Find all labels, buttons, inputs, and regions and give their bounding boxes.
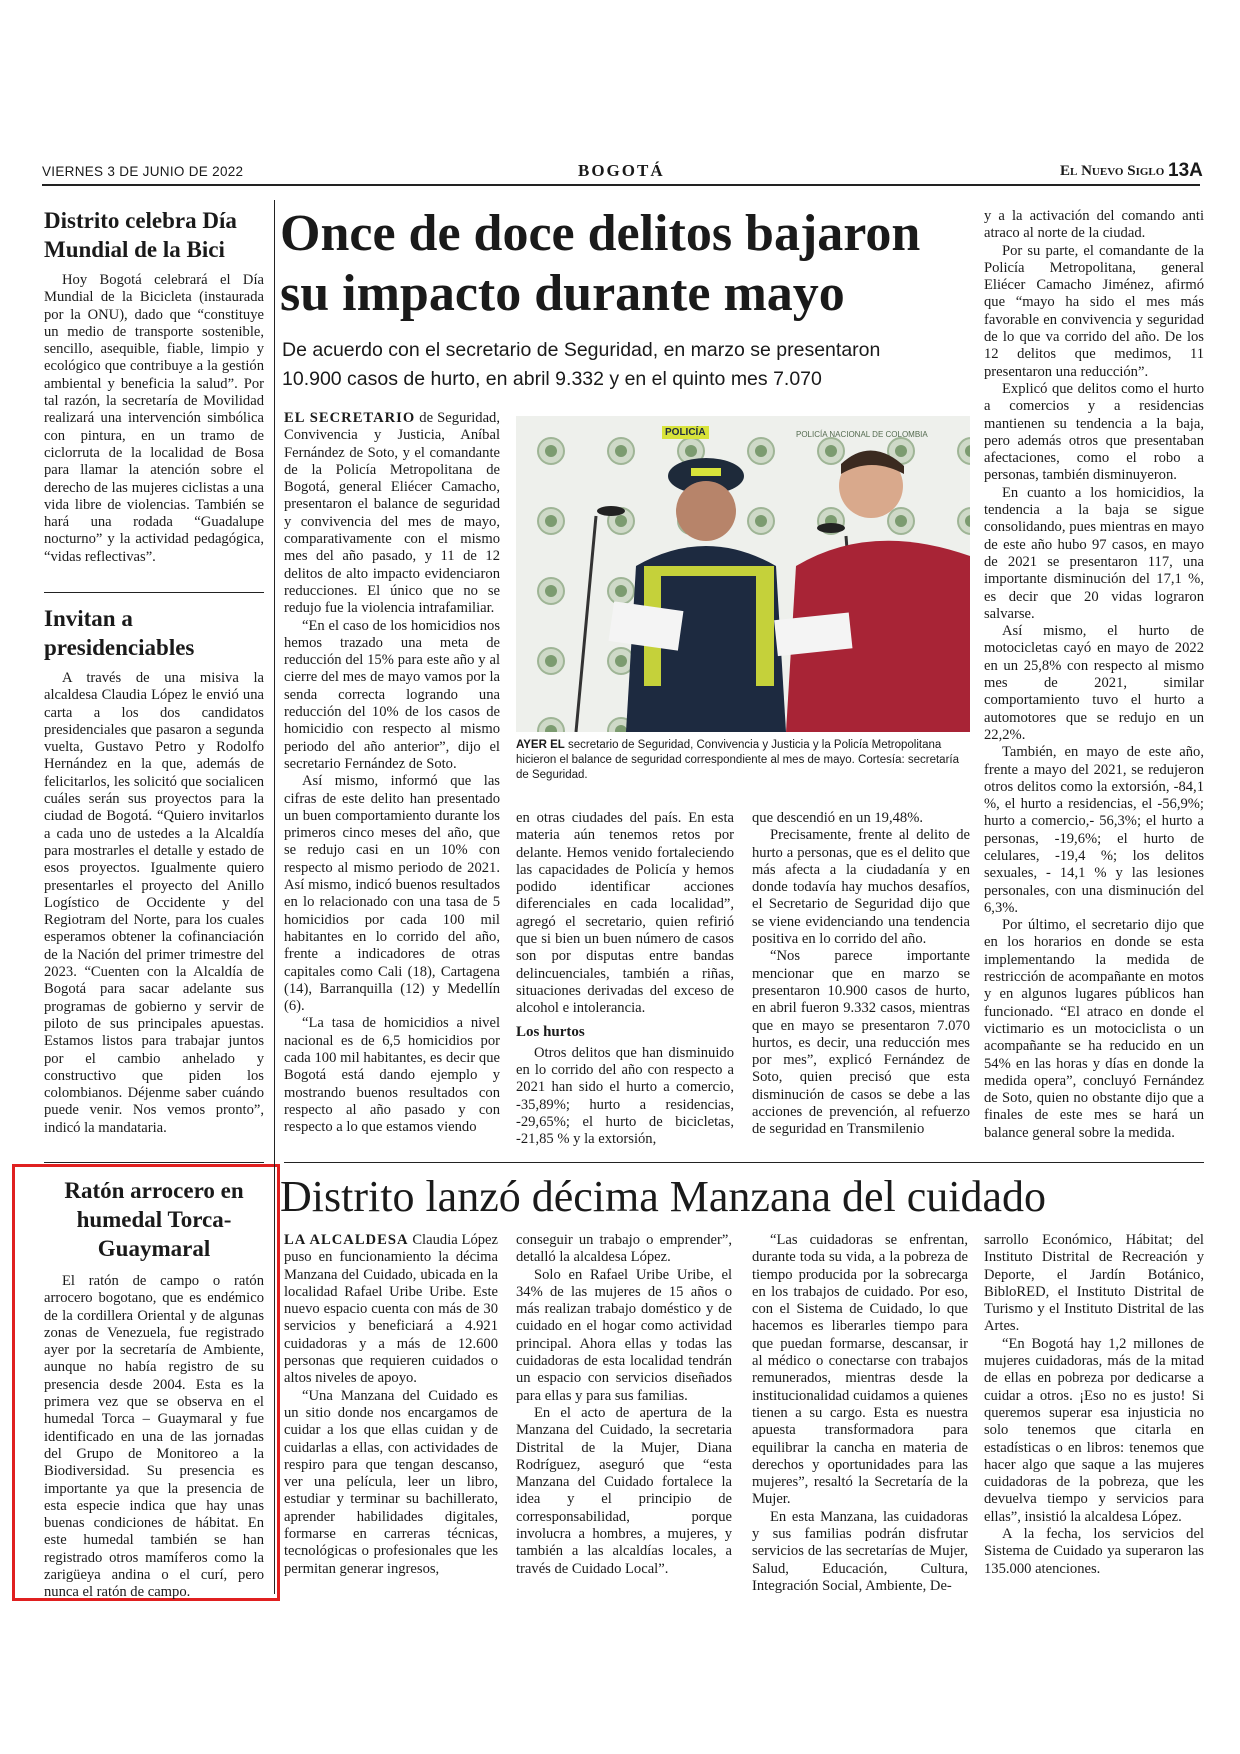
main-col4-p2: Por su parte, el comandante de la Policía Metropolitana, general Eliécer Camacho Jiménez, afirmó que “mayo ha sido el mes más favorable en convivencia y seguridad de lo que va corrido del año. De los 12 delitos que medimos, 11 presentaron una reducción”.: [984, 242, 1204, 380]
side-item-raton: [44, 1176, 264, 1602]
side-title-bici: Distrito celebra Día Mundial de la Bici: [44, 208, 237, 262]
main-col4-p7: Por último, el secretario dijo que en los horarios en donde se esta implementando la medida de restricción de acompañante en motos y en algunos lugares públicos han funcionado. “El atraco en donde el victimario es un motociclista o un acompañante se ha reducido en un 54% en las horas y días en donde la medida opera”, concluyó Fernández de Soto, quien no obstante dijo que a finales de este mes se hará un balance general sobre la medida.: [984, 917, 1204, 1141]
photo-caption: AYER EL secretario de Seguridad, Convivencia y Justicia y la Policía Metropolitana hicieron el balance de seguridad correspondiente al mes de mayo. Cortesía: secretaría de Seguridad.: [516, 739, 959, 781]
main-headline: Once de doce delitos bajaron su impacto durante mayo: [280, 205, 921, 322]
second-col4-p1: sarrollo Económico, Hábitat; del Instituto Distrital de Recreación y Deporte, el Jardín Botánico, BibloRED, el Instituto Distrital de Turismo y el Instituto Distrital de las Artes.: [984, 1232, 1204, 1335]
column-rule: [274, 200, 275, 1594]
second-col4-p3: A la fecha, los servicios del Sistema de Cuidado ya superaron las 135.000 atenciones.: [984, 1526, 1204, 1577]
second-col-1: [284, 1232, 498, 1578]
main-col3-p1: que descendió en un 19,48%.: [752, 810, 924, 826]
story-divider: [284, 1162, 1204, 1163]
main-col2-p2: Otros delitos que han disminuido en lo corrido del año con respecto a 2021 han sido el hurto a comercio, -35,89%; hurto a residencias, -29,65%; el hurto de bicicletas, -21,85 % y la extorsión,: [516, 1044, 734, 1148]
header-rule: [42, 184, 1200, 186]
sidebar: [44, 206, 264, 566]
main-col2-p1: en otras ciudades del país. En esta materia aún tenemos retos por delante. Hemos venido fortaleciendo las capacidades de Policía y hemos podido identificar acciones diferenciales en cada localidad”, agregó el secretario, quien refirió que si bien un buen número de casos son por disputas entre bandas delincuenciales, también a riñas, situaciones derivadas del exceso de alcohol e intolerancia.: [516, 810, 734, 1017]
side-text-bici: Hoy Bogotá celebrará el Día Mundial de la Bicicleta (instaurada por la ONU), dado que “constituye un medio de transporte sostenible, sencillo, asequible, fiable, limpio y ecológico que contribuye a la gestión ambiental y beneficia la salud”. Por tal razón, la secretaría de Movilidad realizará una intervención simbólica con pintura, en un tramo de ciclorruta de la localidad de Bosa para llamar la atención sobre el derecho de las mujeres ciclistas a una vida libre de violencias. También se hará una rodada “Guadalupe nocturno” y la actividad pedagógica, “vidas reflectivas”.: [44, 272, 264, 565]
main-subhead: Los hurtos: [516, 1023, 585, 1040]
header-date: VIERNES 3 DE JUNIO DE 2022: [42, 164, 244, 179]
second-col2-p3: En el acto de apertura de la Manzana del Cuidado, la secretaria Distrital de la Mujer, Diana Rodríguez, aseguró que “esta Manzana del Cuidado fortalece la idea y el principio de corresponsabilidad, porque involucra a hombres, a mujeres, y también a las alcaldías locales, a través de Cuidado Local”.: [516, 1404, 732, 1577]
second-col2-p1: conseguir un trabajo o emprender”, detalló la alcaldesa López.: [516, 1232, 732, 1266]
news-photo: [516, 416, 970, 732]
main-col1-p2: “En el caso de los homicidios nos hemos trazado una meta de reducción del 15% para este año y al cierre del mes de mayo vamos por la senda correcta logrando una reducción del 10% de los casos de homicidio con respecto al mismo periodo del año anterior”, dijo el secretario Fernández de Soto.: [284, 617, 500, 772]
main-col1-p4: “La tasa de homicidios a nivel nacional es de 6,5 homicidios por cada 100 mil habitantes, es decir que Bogotá está dando ejemplo y mostrando buenos resultados con respecto al año pasado y con respecto a lo que estamos viendo: [284, 1015, 500, 1136]
main-col3-p3: “Nos parece importante mencionar que en marzo se presentaron 10.900 casos de hurto, en abril fueron 9.332 casos, mientras que en mayo se presentaron 7.070 hurtos, es decir, una reducción mes por mes”, explicó Fernández de Soto, quien precisó que esta disminución de casos se debe a las acciones de prevención, al refuerzo de seguridad en Transmilenio: [752, 948, 970, 1138]
second-col-3: [752, 1232, 968, 1595]
photo-caption-lead: AYER EL: [516, 739, 565, 751]
second-col1-p2: “Una Manzana del Cuidado es un sitio donde nos encargamos de cuidar a los que ellas cuidan y de cuidarlas a ellas, con actividades de respiro para que tengan descanso, ver una película, leer un libro, estudiar y terminar su bachillerato, aprender habilidades digitales, formarse en carreras técnicas, tecnológicas o profesionales que les permitan generar ingresos,: [284, 1387, 498, 1577]
main-col-3: [752, 810, 970, 1139]
main-lead-word: EL SECRETARIO: [284, 410, 416, 426]
second-col-2: [516, 1232, 732, 1578]
second-col-4: [984, 1232, 1204, 1578]
main-col-2: [516, 810, 734, 1149]
photo-badge: POLICÍA: [662, 426, 709, 439]
main-col-1: [284, 410, 500, 1136]
photo-illustration: [516, 416, 970, 732]
main-col4-p4: En cuanto a los homicidios, la tendencia a la baja se sigue consolidando, pues mientras en mayo de este año hubo 97 casos, en mayo de 2021 se presentaron 117, una importante disminución del 17,1 %, es decir que 20 vidas lograron salvarse.: [984, 484, 1204, 622]
second-col3-p1: “Las cuidadoras se enfrentan, durante toda su vida, a la pobreza de tiempo producida por la sobrecarga en los trabajos de cuidado. Por eso, con el Sistema de Cuidado, lo que hacemos es liberarles tiempo para que puedan formarse, descansar, ir al médico o conectarse con trabajos remunerados, mientras desde la institucionalidad cuidamos a quienes tienen a su cargo. Esta es nuestra apuesta transformadora para equilibrar la cancha en materia de derechos y oportunidades para las mujeres”, resaltó la Secretaría de la Mujer.: [752, 1232, 968, 1508]
side-text-presidenciables: A través de una misiva la alcaldesa Claudia López le envió una carta a los dos candidatos presidenciales que pasaron a segunda vuelta, Gustavo Petro y Rodolfo Hernández en la que, además de felicitarlos, les solicitó que socialicen cuáles serán sus proyectos para la ciudad de Bogotá. “Quiero invitarlos a cada uno de ustedes a la Alcaldía para mostrarles el detalle y estado de esos proyectos. Igualmente quiero presentarles el proyecto del Anillo Logístico de Occidente y del Regiotram del Norte, para los cuales esperamos obtener la cofinanciación de la Nación del primer trimestre del 2023. “Cuenten con la Alcaldía de Bogotá para sacar adelante sus programas de gobierno y servir de piloto de sus principales apuestas. Estamos listos para trabajar juntos por el cambio anhelado y constructivo que piden los colombianos. Déjenme saber cuándo puede venir. Nos vemos pronto”, indicó la mandataria.: [44, 670, 264, 1136]
main-col4-p5: Así mismo, el hurto de motocicletas cayó en mayo de 2022 en un 25,8% con respecto al mismo mes de 2021, similar comportamiento tuvo el hurto a automotores que se redujo en un 22,2%.: [984, 623, 1204, 743]
side-title-raton: Ratón arrocero en humedal Torca-Guaymaral: [64, 1178, 244, 1261]
side-divider-1: [44, 592, 264, 593]
main-deck: De acuerdo con el secretario de Seguridad, en marzo se presentaron 10.900 casos de hurto, en abril 9.332 y en el quinto mes 7.070: [282, 339, 881, 390]
second-col1-p1: LA ALCALDESA Claudia López puso en funcionamiento la décima Manzana del Cuidado, ubicada en la localidad Rafael Uribe Uribe. Este nuevo espacio cuenta con más de 30 servicios y beneficiará a 4.921 cuidadoras y a más de 12.600 personas que requieren cuidados o altos niveles de apoyo.: [284, 1232, 498, 1387]
second-col3-p2: En esta Manzana, las cuidadoras y sus familias podrán disfrutar servicios de las secretarías de Mujer, Salud, Educación, Cultura, Integración Social, Ambiente, De-: [752, 1508, 968, 1594]
main-col1-p1: EL SECRETARIO de Seguridad, Convivencia y Justicia, Aníbal Fernández de Soto, y el comandante de la Policía Metropolitana de Bogotá, general Eliécer Camacho, presentaron el balance de seguridad y convivencia del mes de mayo, comparativamente con el mismo mes del año pasado, y 11 de 12 delitos de alto impacto evidenciaron reducciones. El único que no se redujo fue la violencia intrafamiliar.: [284, 410, 500, 617]
main-col3-p2: Precisamente, frente al delito de hurto a personas, que es el delito que más afecta a la ciudadanía y en donde todavía hay muchos desafíos, el Secretario de Seguridad dijo que se viene evidenciando una tendencia positiva en lo corrido del año.: [752, 827, 970, 948]
main-col4-p1: y a la activación del comando anti atraco al norte de la ciudad.: [984, 208, 1204, 242]
photo-banner: POLICÍA NACIONAL DE COLOMBIA: [796, 430, 928, 439]
header-brand: El Nuevo Siglo: [1060, 163, 1165, 179]
header-section: BOGOTÁ: [578, 161, 665, 180]
second-col4-p2: “En Bogotá hay 1,2 millones de mujeres cuidadoras, más de la mitad de ellas en pobreza por dedicarse a cuidar a otros. ¡Eso no es justo! Si queremos superar esa injusticia no solo tenemos que citarla en estadísticas o en libros: tenemos que hacer algo que saque a las mujeres cuidadoras de la pobreza, que les devuelva tiempo y servicios para ellas”, insistió la alcaldesa López.: [984, 1335, 1204, 1525]
side-divider-2: [44, 1162, 264, 1163]
main-col1-p3: Así mismo, informó que las cifras de este delito han presentado un buen comportamiento durante los primeros cinco meses del año, que se redujo casi en un 10% con respecto al mismo periodo de 2021. Así mismo, indicó buenos resultados en lo relacionado con una tasa de 5 homicidios por cada 100 mil habitantes en lo corrido del año, frente a indicadores de otras capitales como Cali (18), Cartagena (14), Barranquilla (12) y Medellín (6).: [284, 773, 500, 1015]
side-item-bici: [44, 206, 264, 566]
page-number: 13A: [1168, 160, 1203, 181]
main-col4-p6: También, en mayo de este año, frente a mayo del 2021, se redujeron otros delitos como la extorsión, -84,1 %, el hurto a residencias, el -56,9%; hurto a comercio,- 56,3%; el hurto a personas, -19,6%; el hurto de celulares, -19,4 %; los delitos sexuales, - 14,1 % y las lesiones personales, con una disminución del 6,3%.: [984, 744, 1204, 916]
side-item-presidenciables: [44, 604, 264, 1137]
main-col-4: [984, 208, 1204, 1142]
second-lead-word: LA ALCALDESA: [284, 1232, 409, 1248]
main-col4-p3: Explicó que delitos como el hurto a comercios y a residencias mantienen su tendencia a la baja, pero además otros que presentaban afectaciones, como el robo a personas, también disminuyeron.: [984, 380, 1204, 484]
side-text-raton: El ratón de campo o ratón arrocero bogotano, que es endémico de la cordillera Oriental y de algunas zonas de Venezuela, fue registrado ayer por la secretaría de Ambiente, aunque no había registro de su presencia desde 2004. Esta es la primera vez que se observa en el humedal Torca – Guaymaral y fue identificado en una de las jornadas del Grupo de Monitoreo a la Biodiversidad. Su presencia es importante ya que la presencia de esta especie indica que hay unas buenas condiciones de hábitat. En este humedal también se han registrado otros mamíferos como la zarigüeya andina o el curí, pero nunca el ratón de campo.: [44, 1273, 264, 1601]
second-headline: Distrito lanzó décima Manzana del cuidado: [280, 1172, 1047, 1221]
second-col2-p2: Solo en Rafael Uribe Uribe, el 34% de las mujeres de 15 años o más realizan trabajo doméstico y de cuidado en el hogar como actividad principal. Ahora ellas y todas las cuidadoras de esta localidad tendrán un espacio con servicios diseñados para ellas y para sus familias.: [516, 1266, 732, 1404]
side-title-presidenciables: Invitan a presidenciables: [44, 606, 195, 660]
